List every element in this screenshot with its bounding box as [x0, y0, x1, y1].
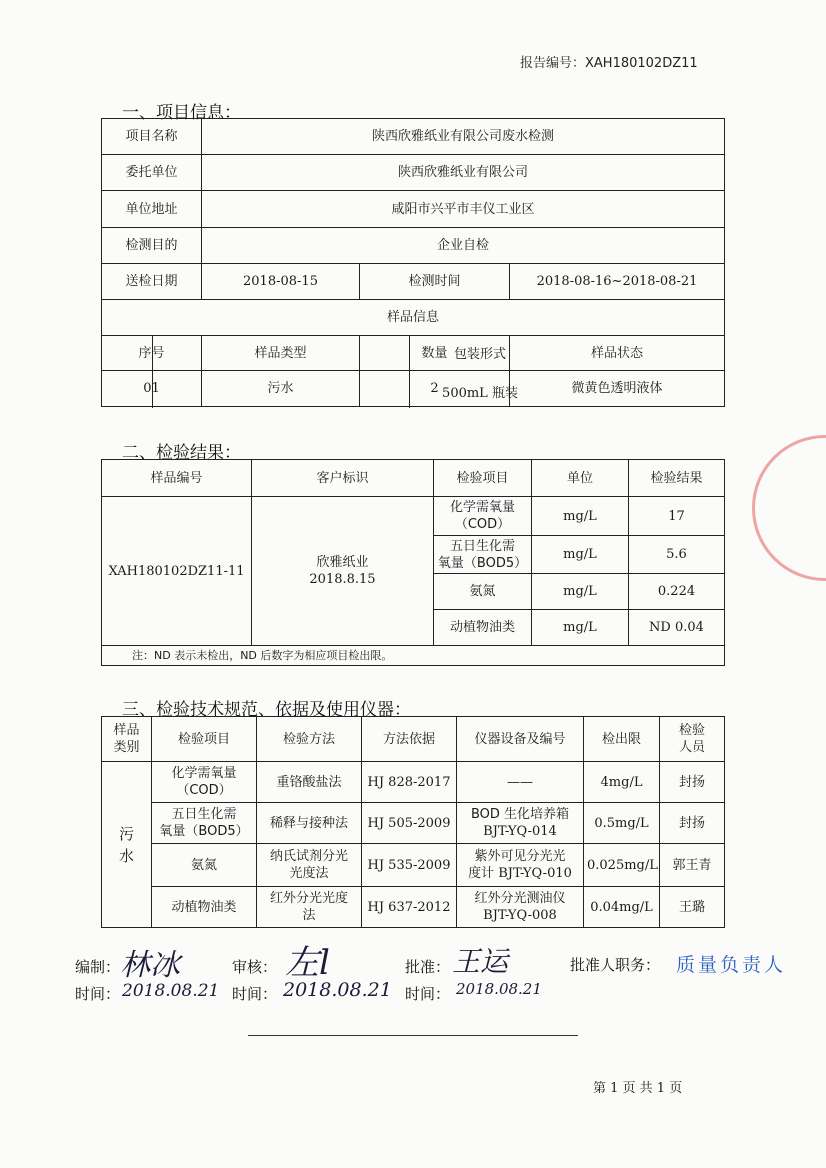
inspector: 王璐	[660, 887, 725, 928]
test-item-line: 五日生化需	[449, 538, 515, 554]
instrument: ——	[457, 762, 584, 803]
instrument-line: 红外分光测油仪	[474, 891, 566, 906]
table-cell: 01	[102, 371, 202, 407]
test-item	[152, 762, 257, 803]
field-label: 检测目的	[102, 228, 202, 264]
field-value: 咸阳市兴平市丰仪工业区	[202, 191, 725, 228]
test-item	[434, 497, 532, 536]
limit: 0.04mg/L	[584, 887, 660, 928]
basis: HJ 505-2009	[362, 803, 457, 844]
test-item: 动植物油类	[152, 887, 257, 928]
field-value: 陕西欣雅纸业有限公司	[202, 155, 725, 191]
position-stamp: 质量负责人	[676, 954, 787, 976]
section2-title: 二、检验结果：	[122, 443, 241, 463]
time-label: 时间：	[75, 985, 121, 1003]
column-header: 仪器设备及编号	[457, 717, 584, 762]
sample-info-heading: 样品信息	[102, 300, 725, 336]
method	[257, 887, 362, 928]
method-line: 法	[302, 908, 316, 923]
approve-label: 批准：	[405, 958, 451, 976]
test-item	[152, 803, 257, 844]
column-header	[660, 717, 725, 762]
method: 重铬酸盐法	[257, 762, 362, 803]
method	[257, 844, 362, 887]
table-header-row	[102, 460, 725, 497]
instrument	[457, 887, 584, 928]
unit: mg/L	[532, 497, 629, 536]
method-line: 红外分光光度	[269, 891, 348, 906]
client-id	[252, 497, 434, 646]
column-header: 样品状态	[510, 336, 725, 371]
unit: mg/L	[532, 574, 629, 610]
column-header: 检验项目	[434, 460, 532, 497]
column-header: 方法依据	[362, 717, 457, 762]
editor-date: 2018.08.21	[122, 981, 220, 1001]
table-cell: 微黄色透明液体	[510, 371, 725, 407]
result: 17	[629, 497, 725, 536]
time-label: 时间：	[405, 985, 451, 1003]
unit: mg/L	[532, 536, 629, 574]
test-item-line: （COD）	[454, 517, 511, 532]
table-row	[102, 762, 725, 803]
methods-table	[101, 716, 725, 928]
review-label: 审核：	[232, 958, 278, 976]
test-item	[434, 536, 532, 574]
field-value: 2018-08-15	[202, 264, 360, 300]
table-cell: 污水	[202, 371, 360, 407]
header-line: 检验	[678, 723, 705, 738]
table-row	[102, 887, 725, 928]
column-header: 客户标识	[252, 460, 434, 497]
item-line: 五日生化需	[171, 807, 237, 822]
header-line: 类别	[113, 740, 140, 755]
field-label: 单位地址	[102, 191, 202, 228]
table-row	[102, 371, 725, 407]
table-header-row	[102, 336, 725, 371]
inspector: 郭王青	[660, 844, 725, 887]
table-row	[102, 228, 725, 264]
column-header: 数量	[360, 336, 510, 371]
page-number: 第 1 页 共 1 页	[593, 1081, 683, 1096]
test-item: 氨氮	[434, 574, 532, 610]
field-value: 2018-08-16~2018-08-21	[510, 264, 725, 300]
review-signature: 左l	[285, 943, 330, 983]
result: 5.6	[629, 536, 725, 574]
column-header: 检出限	[584, 717, 660, 762]
red-seal-stamp	[752, 435, 826, 581]
project-info-table	[101, 118, 725, 407]
table-header-row	[102, 717, 725, 762]
section1-title: 一、项目信息：	[122, 103, 241, 123]
result: 0.224	[629, 574, 725, 610]
method: 稀释与接种法	[257, 803, 362, 844]
column-divider	[152, 336, 153, 408]
approve-signature: 王运	[452, 945, 509, 978]
review-date: 2018.08.21	[283, 979, 392, 1001]
result: ND 0.04	[629, 610, 725, 646]
field-label: 委托单位	[102, 155, 202, 191]
item-line: 化学需氧量	[171, 766, 237, 781]
field-label: 检测时间	[360, 264, 510, 300]
editor-signature: 林冰	[120, 948, 180, 983]
table-row	[102, 844, 725, 887]
column-divider	[409, 336, 410, 408]
table-row	[102, 803, 725, 844]
limit: 0.025mg/L	[584, 844, 660, 887]
table-row	[102, 646, 725, 666]
instrument-line: BJT-YQ-008	[483, 908, 557, 923]
test-item: 氨氮	[152, 844, 257, 887]
table-row	[102, 300, 725, 336]
header-line: 样品	[113, 723, 140, 738]
instrument-line: BJT-YQ-014	[483, 824, 557, 839]
column-header: 检验结果	[629, 460, 725, 497]
table-row	[102, 497, 725, 536]
report-number: 报告编号：XAH180102DZ11	[520, 56, 698, 71]
footer-rule	[248, 1035, 578, 1036]
basis: HJ 637-2012	[362, 887, 457, 928]
editor-label: 编制：	[75, 958, 121, 976]
field-value: 企业自检	[202, 228, 725, 264]
table-row	[102, 119, 725, 155]
test-item-line: 化学需氧量	[449, 500, 515, 515]
table-row	[102, 191, 725, 228]
category-line: 水	[118, 846, 134, 865]
field-label: 送检日期	[102, 264, 202, 300]
column-header: 单位	[532, 460, 629, 497]
basis: HJ 828-2017	[362, 762, 457, 803]
column-header-packaging: 包装形式	[453, 347, 506, 362]
field-value: 陕西欣雅纸业有限公司废水检测	[202, 119, 725, 155]
instrument-line: BOD 生化培养箱	[470, 807, 570, 822]
instrument-line: 度计 BJT-YQ-010	[468, 866, 572, 881]
item-line: 氧量（BOD5）	[159, 824, 249, 839]
position-label: 批准人职务：	[570, 956, 661, 974]
test-item-line: 氧量（BOD5）	[437, 555, 528, 571]
inspector: 封扬	[660, 803, 725, 844]
method-line: 纳氏试剂分光	[269, 849, 348, 864]
sample-id: XAH180102DZ11-11	[102, 497, 252, 646]
test-item: 动植物油类	[434, 610, 532, 646]
table-cell: 2	[360, 371, 510, 407]
category-line: 污	[118, 824, 134, 843]
column-header: 检验项目	[152, 717, 257, 762]
column-header: 序号	[102, 336, 202, 371]
column-header: 检验方法	[257, 717, 362, 762]
instrument	[457, 844, 584, 887]
header-line: 人员	[678, 740, 705, 755]
column-header	[102, 717, 152, 762]
table-row	[102, 155, 725, 191]
column-header: 样品类型	[202, 336, 360, 371]
instrument	[457, 803, 584, 844]
sample-category	[102, 762, 152, 928]
test-results-table	[101, 459, 725, 666]
table-note: 注：ND 表示未检出，ND 后数字为相应项目检出限。	[102, 646, 725, 666]
time-label: 时间：	[232, 985, 278, 1003]
limit: 0.5mg/L	[584, 803, 660, 844]
item-line: （COD）	[176, 783, 232, 798]
table-row	[102, 264, 725, 300]
limit: 4mg/L	[584, 762, 660, 803]
unit: mg/L	[532, 610, 629, 646]
section3-title: 三、检验技术规范、依据及使用仪器：	[122, 700, 411, 720]
field-label: 项目名称	[102, 119, 202, 155]
basis: HJ 535-2009	[362, 844, 457, 887]
client-id-name: 欣雅纸业	[316, 555, 369, 570]
client-id-date: 2018.8.15	[309, 572, 376, 587]
approve-date: 2018.08.21	[456, 980, 542, 998]
inspector: 封扬	[660, 762, 725, 803]
column-header: 样品编号	[102, 460, 252, 497]
instrument-line: 紫外可见分光光	[474, 849, 566, 864]
table-cell-packaging: 500mL 瓶装	[442, 386, 518, 401]
method-line: 光度法	[289, 866, 329, 881]
